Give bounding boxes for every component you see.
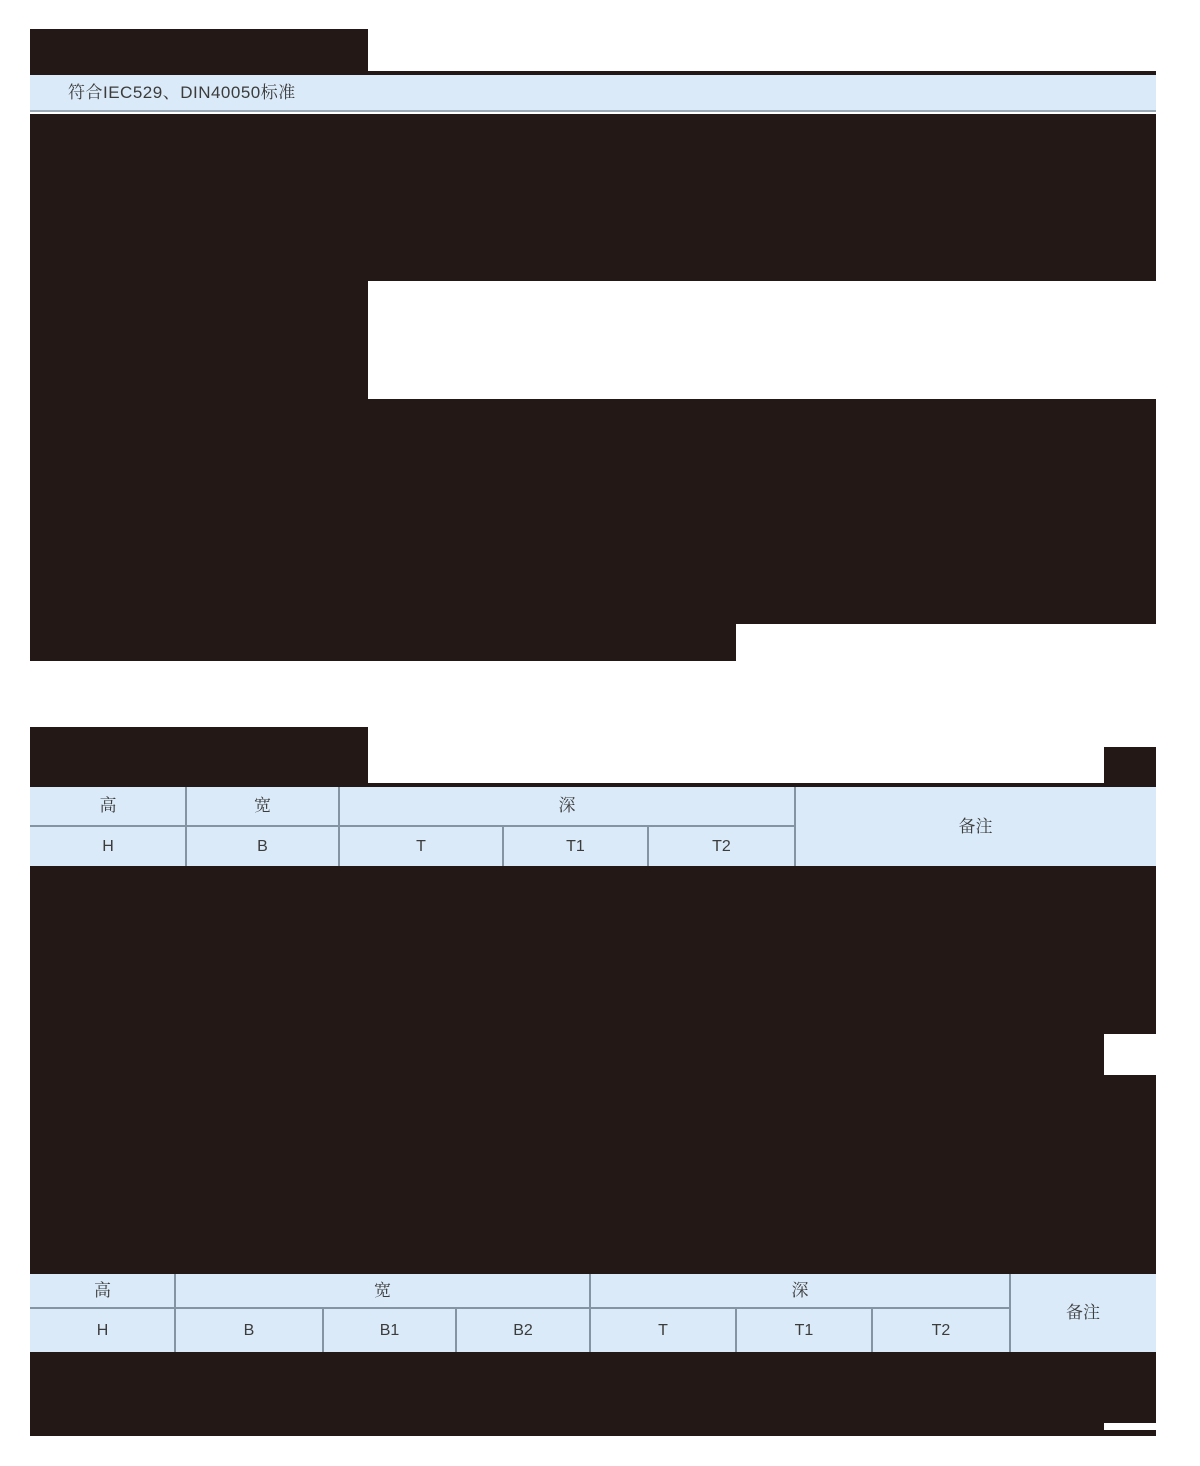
edge-tab-cutout-1 [1104, 1034, 1200, 1075]
t2-header-width: 宽 [374, 1281, 391, 1300]
blackout-block-3 [30, 399, 1156, 624]
t1-header-remark: 备注 [958, 817, 993, 836]
blackout-block-1 [30, 114, 1156, 281]
t1-subheader-B: B [257, 838, 268, 855]
spec-table-2 [30, 1270, 1156, 1356]
t1-subheader-T: T [416, 838, 426, 855]
t2-header-height: 高 [94, 1281, 111, 1300]
t2-header-remark: 备注 [1066, 1303, 1100, 1322]
blackout-block-5 [30, 870, 1156, 1270]
t1-subheader-T1: T1 [566, 838, 585, 855]
blackout-block-2 [30, 281, 368, 399]
blackout-block-6 [30, 1356, 1156, 1436]
section2-title-blackout [30, 727, 368, 783]
t2-header-depth: 深 [791, 1281, 809, 1300]
t1-header-depth: 深 [558, 796, 576, 815]
t2-subheader-T: T [658, 1322, 668, 1339]
t2-subheader-H: H [96, 1322, 109, 1339]
t2-subheader-T2: T2 [931, 1322, 951, 1339]
section1-title-blackout [30, 29, 368, 75]
t1-header-height: 高 [99, 796, 117, 815]
standards-bar [30, 75, 1156, 112]
blackout-block-4 [30, 624, 736, 661]
t2-subheader-T1: T1 [794, 1322, 814, 1339]
t2-subheader-B2: B2 [513, 1322, 533, 1339]
page-edge-tab [1104, 747, 1156, 783]
spec-table-1 [30, 783, 1156, 870]
t2-subheader-B: B [243, 1322, 255, 1339]
t1-subheader-T2: T2 [712, 838, 731, 855]
standards-note-text: 符合IEC529、DIN40050标准 [68, 83, 296, 102]
t1-header-width: 宽 [254, 796, 271, 815]
t2-subheader-B1: B1 [379, 1322, 400, 1339]
edge-tab-cutout-2 [1104, 1423, 1156, 1430]
t1-subheader-H: H [102, 838, 114, 855]
